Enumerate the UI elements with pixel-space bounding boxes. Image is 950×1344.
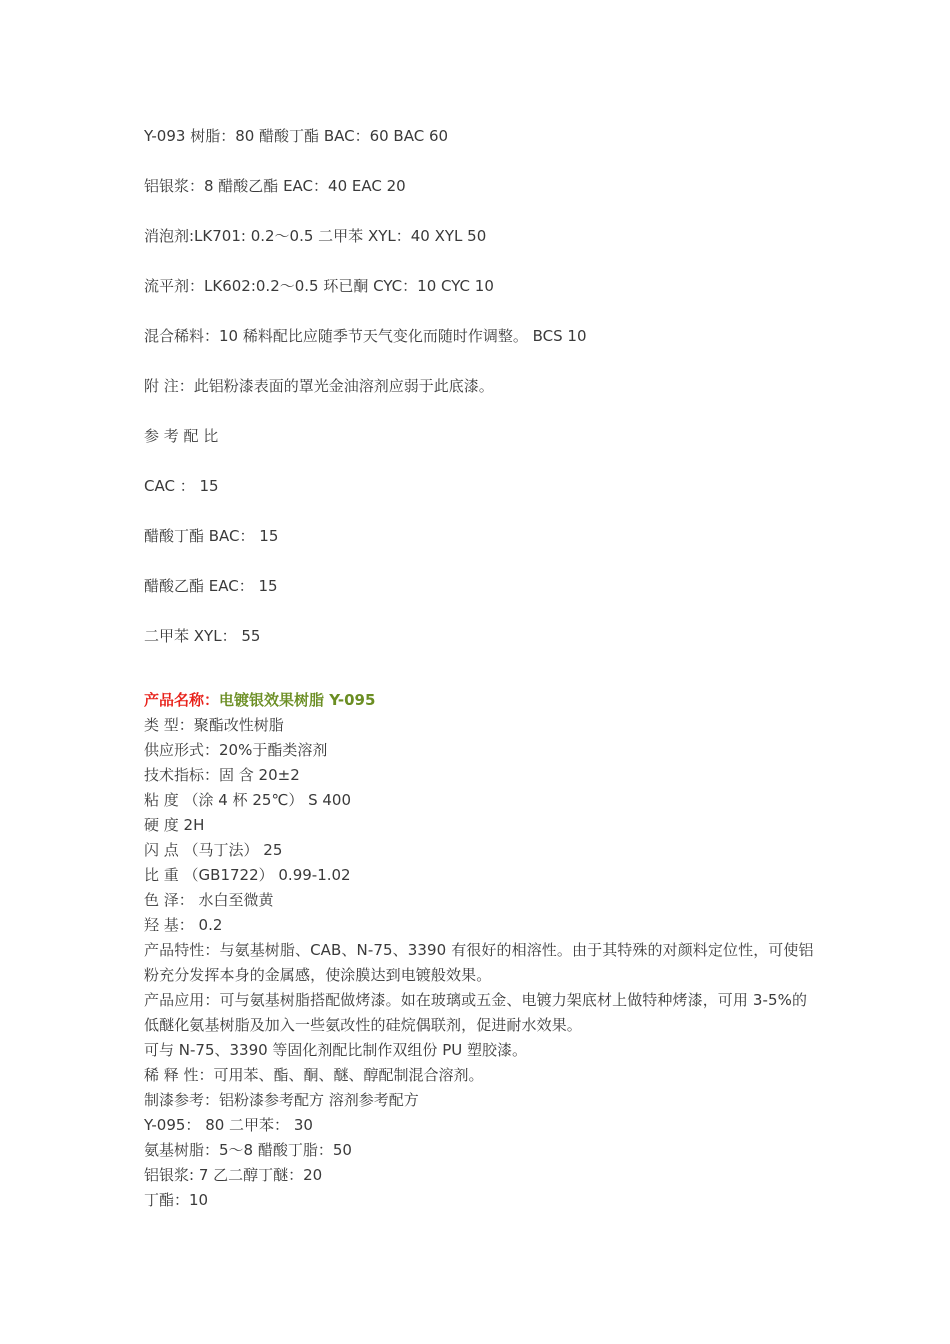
product-application: 产品应用：可与氨基树脂搭配做烤漆。如在玻璃或五金、电镀力架底材上做特种烤漆，可用 3-5%的低醚化氨基树脂及加入一些氨改性的硅烷偶联剂，促进耐水效果。: [144, 991, 808, 1034]
product-formula-line: 氨基树脂：5～8 醋酸丁脂：50: [144, 1141, 352, 1159]
product-spec-solids: 技术指标：固 含 20±2: [144, 766, 300, 784]
product-spec-flash-point: 闪 点 （马丁法） 25: [144, 841, 283, 859]
product-spec-viscosity: 粘 度 （涂 4 杯 25℃） S 400: [144, 791, 352, 809]
ratio-line-xyl: 二甲苯 XYL： 55: [144, 627, 261, 645]
product-spec-hydroxyl: 羟 基： 0.2: [144, 916, 223, 934]
product-formula-reference: 制漆参考：铝粉漆参考配方 溶剂参考配方: [144, 1091, 419, 1109]
formula-line-defoamer: 消泡剂:LK701: 0.2～0.5 二甲苯 XYL：40 XYL 50: [144, 227, 487, 245]
formula-line-resin: Y-093 树脂：80 醋酸丁酯 BAC：60 BAC 60: [144, 127, 449, 145]
product-spec-color: 色 泽： 水白至微黄: [144, 891, 274, 909]
formula-note: 附 注：此铝粉漆表面的罩光金油溶剂应弱于此底漆。: [144, 377, 494, 395]
product-spec-hardness: 硬 度 2H: [144, 816, 205, 834]
formula-line-leveling-agent: 流平剂：LK602:0.2～0.5 环已酮 CYC：10 CYC 10: [144, 277, 494, 295]
product-title-name: 电镀银效果树脂 Y-095: [219, 691, 376, 709]
formula-line-mixed-thinner: 混合稀料：10 稀料配比应随季节天气变化而随时作调整。 BCS 10: [144, 327, 587, 345]
product-dilution: 稀 释 性：可用苯、酯、酮、醚、醇配制混合溶剂。: [144, 1066, 484, 1084]
product-spec-specific-gravity: 比 重 （GB1722） 0.99-1.02: [144, 866, 351, 884]
product-characteristics: 产品特性：与氨基树脂、CAB、N-75、3390 有很好的相溶性。由于其特殊的对颜料定位性，可使铝粉充分发挥本身的金属感，使涂膜达到电镀般效果。: [144, 941, 814, 984]
product-formula-line: 丁酯：10: [144, 1191, 209, 1209]
reference-ratio-heading: 参 考 配 比: [144, 427, 219, 445]
product-formula-line: 铝银浆: 7 乙二醇丁醚：20: [144, 1166, 323, 1184]
ratio-line-cac: CAC ： 15: [144, 477, 219, 495]
product-formula-line: Y-095： 80 二甲苯： 30: [144, 1116, 313, 1134]
product-title: [144, 688, 816, 713]
product-pu-usage: 可与 N-75、3390 等固化剂配比制作双组份 PU 塑胶漆。: [144, 1041, 527, 1059]
ratio-line-eac: 醋酸乙酯 EAC： 15: [144, 577, 278, 595]
product-title-label: 产品名称：: [144, 691, 220, 709]
formula-line-aluminum-paste: 铝银浆：8 醋酸乙酯 EAC：40 EAC 20: [144, 177, 406, 195]
product-type: 类 型：聚酯改性树脂: [144, 716, 284, 734]
product-supply-form: 供应形式：20%于酯类溶剂: [144, 741, 328, 759]
ratio-line-bac: 醋酸丁酯 BAC： 15: [144, 527, 279, 545]
product-section: [144, 688, 816, 1213]
